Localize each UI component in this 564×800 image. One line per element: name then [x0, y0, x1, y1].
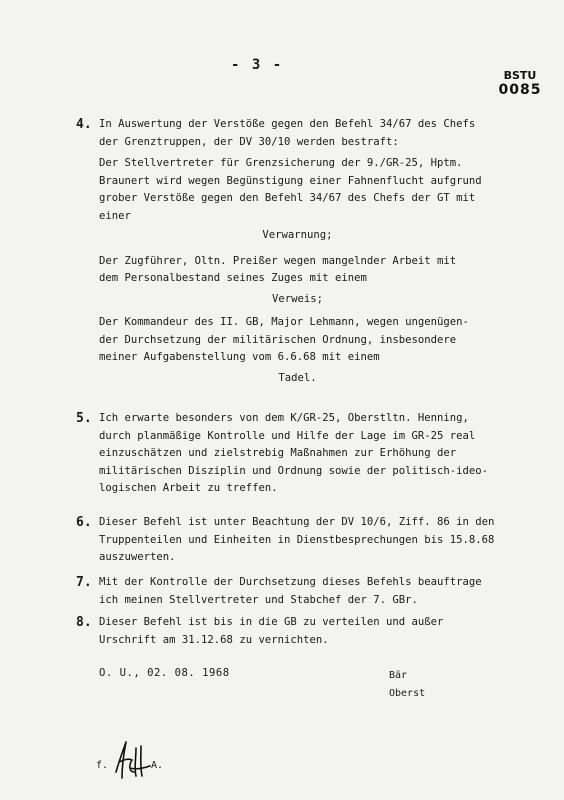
item-line: grober Verstöße gegen den Befehl 34/67 des Chefs der GT mit [99, 192, 476, 204]
item-line: Braunert wird wegen Begünstigung einer Fahnenflucht aufgrund [99, 174, 482, 187]
fa-prefix: f. [96, 760, 109, 771]
penalty-label: Verwarnung; [262, 229, 333, 241]
item-7 [76, 574, 536, 609]
item-line: Der Stellvertreter für Grenzsicherung der 9./GR-25, Hptm. [99, 157, 463, 169]
item-line: Dieser Befehl ist unter Beachtung der DV 10/6, Ziff. 86 in den [99, 516, 495, 528]
item-line: einzuschätzen und zielstrebig Maßnahmen zur Erhöhung der [99, 447, 457, 459]
item-line: Der Zugführer, Oltn. Preißer wegen mangelnder Arbeit mit [99, 254, 457, 267]
archive-stamp [490, 70, 550, 98]
item-line: logischen Arbeit zu treffen. [99, 482, 278, 494]
page-number: - 3 - [231, 57, 284, 73]
signature-scribble [110, 738, 154, 784]
item-line: einer [99, 209, 131, 222]
item-line: In Auswertung der Verstöße gegen den Befehl 34/67 des Chefs [99, 118, 476, 130]
item-line: meiner Aufgabenstellung vom 6.6.68 mit einem [99, 351, 380, 363]
item-line: militärischen Disziplin und Ordnung sowie der politisch-ideo- [99, 464, 489, 477]
item-line: auszuwerten. [99, 551, 176, 563]
item-number: 5. [76, 411, 92, 426]
penalty-label: Verweis; [271, 292, 324, 305]
item-line: Urschrift am 31.12.68 zu vernichten. [99, 633, 329, 646]
place-date: O. U., 02. 08. 1968 [99, 667, 230, 679]
item-line: dem Personalbestand seines Zuges mit einem [99, 272, 367, 284]
item-number: 4. [76, 117, 92, 132]
item-line: Truppenteilen und Einheiten in Dienstbesprechungen bis 15.8.68 [99, 533, 495, 546]
item-8 [76, 614, 536, 649]
item-number: 7. [76, 575, 92, 590]
signature-block [389, 667, 425, 703]
stamp-line-1: BSTU [503, 69, 537, 82]
item-line: der Grenztruppen, der DV 30/10 werden bestraft: [99, 135, 399, 148]
item-line: der Durchsetzung der militärischen Ordnung, insbesondere [99, 333, 457, 346]
item-number: 8. [76, 615, 92, 630]
handwritten-signature [96, 738, 206, 788]
signer-rank: Oberst [389, 688, 426, 699]
penalty-label: Tadel. [278, 371, 317, 384]
item-number: 6. [76, 515, 92, 530]
item-6 [76, 514, 536, 567]
stamp-line-2: 0085 [498, 82, 542, 98]
item-line: Der Kommandeur des II. GB, Major Lehmann, wegen ungenügen- [99, 316, 469, 328]
item-line: ich meinen Stellvertreter und Stabchef der 7. GBr. [99, 593, 418, 606]
item-5 [76, 410, 536, 498]
item-4 [76, 116, 536, 387]
item-line: Dieser Befehl ist bis in die GB zu verteilen und außer [99, 616, 444, 628]
item-line: Mit der Kontrolle der Durchsetzung dieses Befehls beauftrage [99, 576, 482, 588]
signer-name: Bär [389, 670, 408, 681]
item-line: durch planmäßige Kontrolle und Hilfe der Lage im GR-25 real [99, 429, 476, 442]
fa-suffix: A. [151, 760, 164, 771]
item-line: Ich erwarte besonders von dem K/GR-25, Oberstltn. Henning, [99, 412, 469, 424]
